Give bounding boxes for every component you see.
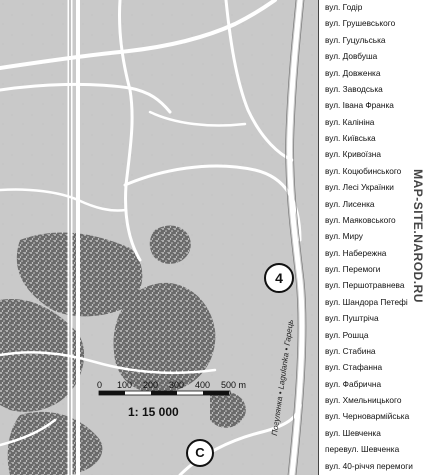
street-list-item: вул. Годір [325, 2, 363, 12]
street-list-item: вул. Перемоги [325, 264, 381, 275]
street-list-item: вул. Маяковського [325, 214, 396, 225]
scale-ratio: 1: 15 000 [128, 405, 179, 419]
street-list-item: вул. Івана Франка [325, 100, 394, 111]
scale-tick-label: 200 [143, 380, 159, 390]
street-list-item: вул. Лисенка [325, 198, 375, 209]
street-list-item: вул. Довженка [325, 67, 381, 78]
district-marker-c: C [186, 439, 214, 467]
street-list-item: вул. Київська [325, 133, 376, 144]
street-list-item: перевул. Шевченка [325, 444, 400, 455]
street-list-item: вул. Набережна [325, 247, 387, 258]
scale-tick-label: 100 [117, 380, 133, 390]
street-list-item: вул. Шандора Петефі [325, 296, 408, 307]
street-list-item: вул. Хмельницького [325, 395, 402, 406]
scale-tick-label: 0 [97, 380, 103, 390]
street-list-item: вул. Рошца [325, 329, 369, 340]
forest-area [150, 226, 191, 264]
street-list-item: вул. Заводська [325, 83, 383, 94]
scale-tick-label: 500 m [221, 380, 247, 390]
street-list-item: вул. 40-річчя перемоги [325, 460, 413, 471]
street-list-item: вул. Шевченка [325, 427, 381, 438]
site-watermark: MAP-SITE.NAROD.RU [411, 169, 425, 303]
scale-tick-label: 400 [195, 380, 211, 390]
road-label: Погулянка • Lagulanka • Гарець [270, 318, 296, 437]
street-list-item: вул. Лесі Українки [325, 182, 394, 193]
street-list-item: вул. Кривоїзна [325, 149, 381, 160]
street-list-item: вул. Коцюбинського [325, 165, 402, 176]
street-list-item: вул. Стафанна [325, 362, 383, 373]
street-list-item: вул. Грушевського [325, 18, 396, 29]
street-list-item: вул. Першотравнева [325, 280, 405, 291]
street-list-item: вул. Стабина [325, 345, 376, 356]
street-list-item: вул. Фабрична [325, 378, 382, 389]
street-list-item: вул. Черновармійська [325, 411, 410, 422]
street-list-item: вул. Миру [325, 231, 363, 242]
street-list-item: вул. Пуштріча [325, 313, 379, 324]
scale-tick-label: 300 [169, 380, 185, 390]
scale-bar [99, 391, 230, 395]
district-marker-4: 4 [264, 263, 294, 293]
street-list-item: вул. Довбуша [325, 51, 378, 62]
street-list-item: вул. Гуцульська [325, 34, 386, 45]
street-index [318, 0, 423, 475]
street-list-item: вул. Калініна [325, 116, 375, 127]
